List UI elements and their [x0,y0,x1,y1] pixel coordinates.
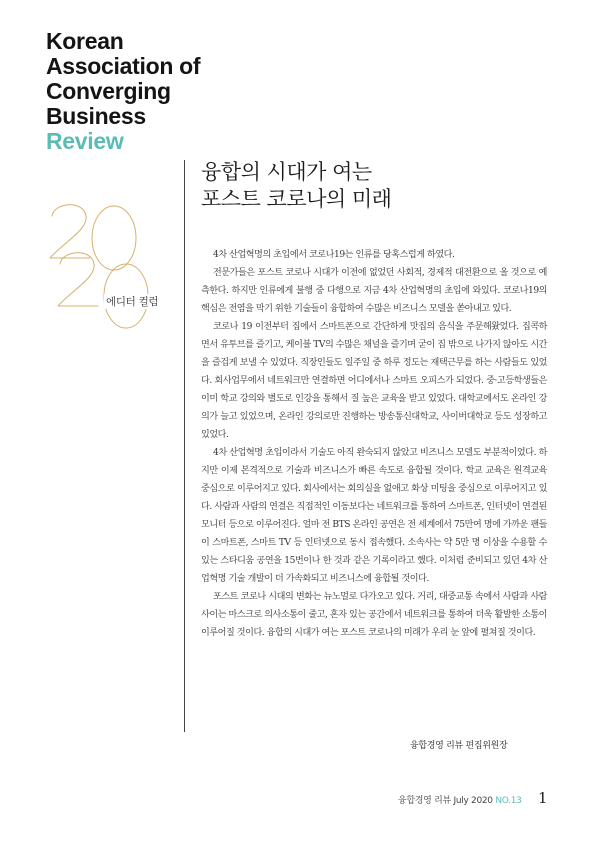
article-paragraph: 4차 산업혁명의 초입에서 코로나19는 인류를 당혹스럽게 하였다. [213,250,455,260]
headline-line-1: 융합의 시대가 여는 [201,160,372,184]
journal-title [46,29,200,154]
article-headline [201,159,391,213]
page-number: 1 [538,789,548,807]
article-body [201,246,547,642]
article-paragraph: 포스트 코로나 시대의 변화는 뉴노멀로 다가오고 있다. 거리, 대중교통 속에서 사람과 사람 사이는 마스크로 의사소통이 줄고, 혼자 있는 공간에서 네트워크를 통하여 더욱 활발한 소통이 이루어질 것이다. 융합의 시대가 여는 포스트 코로나의 미래가 우리 눈 앞에 펼쳐질 것이다. [201,592,548,638]
divider-line [184,160,185,732]
journal-title-line: Association of [46,53,201,79]
article-paragraph: 4차 산업혁명 초입이라서 기술도 아직 완숙되지 않았고 비즈니스 모델도 부분적이었다. 하지만 이제 본격적으로 기술과 비즈니스가 빠른 속도로 융합될 것이다. 학교 교육은 원격교육 중심으로 이루어지고 있다. 회사에서는 회의실을 없애고 화상 미팅을 중심으로 이루어지고 있다. 사람과 사람의 연결은 직접적인 이동보다는 네트워크를 통하여 스마트폰, 인터넷이 연결된 모니터 등으로 이루어진다. 얼마 전 BTS 온라인 공연은 전 세계에서 75만여 명에 가까운 팬들이 스마트폰, 스마트 TV 등 인터넷으로 동시 접속했다. 소속사는 약 5만 명 이상을 수용할 수 있는 스타디움 공연을 15번이나 한 것과 같은 기록이라고 했다. 이처럼 준비되고 있던 4차 산업혁명 기술 개발이 더 가속화되고 비즈니스에 융합될 것이다. [201,448,548,584]
author-signature: 융합경영 리뷰 편집위원장 [410,741,508,751]
journal-title-line: Korean [46,28,124,54]
footer-title: 융합경영 리뷰 July 2020 [398,796,493,806]
year-digit-shape [58,253,98,306]
column-label: 에디터 컬럼 [106,296,159,308]
article-paragraph: 전문가들은 포스트 코로나 시대가 이전에 없었던 사회적, 경제적 대전환으로 올 것으로 예측한다. 하지만 인류에게 불행 중 다행으로 지금 4차 산업혁명의 초입에 와있다. 코로나19의 핵심은 전염을 막기 위한 기술들이 융합하여 수많은 비즈니스 모델을 쏟아내고 있다. [201,268,547,314]
year-2020-decoration [44,198,164,338]
journal-title-accent: Review [46,128,124,154]
year-digit-shape [92,206,136,270]
journal-title-line: Converging [46,78,171,104]
headline-line-2: 포스트 코로나의 미래 [201,187,392,211]
journal-title-line: Business [46,103,146,129]
year-digit-shape [50,205,90,258]
footer-issue: NO.13 [495,796,522,806]
article-paragraph: 코로나 19 이전부터 집에서 스마트폰으로 간단하게 맛집의 음식을 주문해왔었다. 집콕하면서 유투브를 즐기고, 케이블 TV의 수많은 채널을 즐기며 굳이 집 밖으로 나가지 않아도 시간을 즐겁게 보낼 수 있었다. 직장인들도 일주일 중 하루 정도는 재택근무를 하는 사람들도 있었다. 회사업무에서 네트워크만 연결하면 어디에서나 스마트 오피스가 되었다. 중·고등학생들은 이미 학교 강의와 별도로 인강을 통해서 질 높은 교육을 받고 있었다. 대학교에서도 온라인 강의가 늘고 있었으며, 온라인 강의로만 진행하는 방송통신대학교, 사이버대학교 등도 성장하고 있었다. [201,322,547,440]
page-footer [398,793,522,806]
